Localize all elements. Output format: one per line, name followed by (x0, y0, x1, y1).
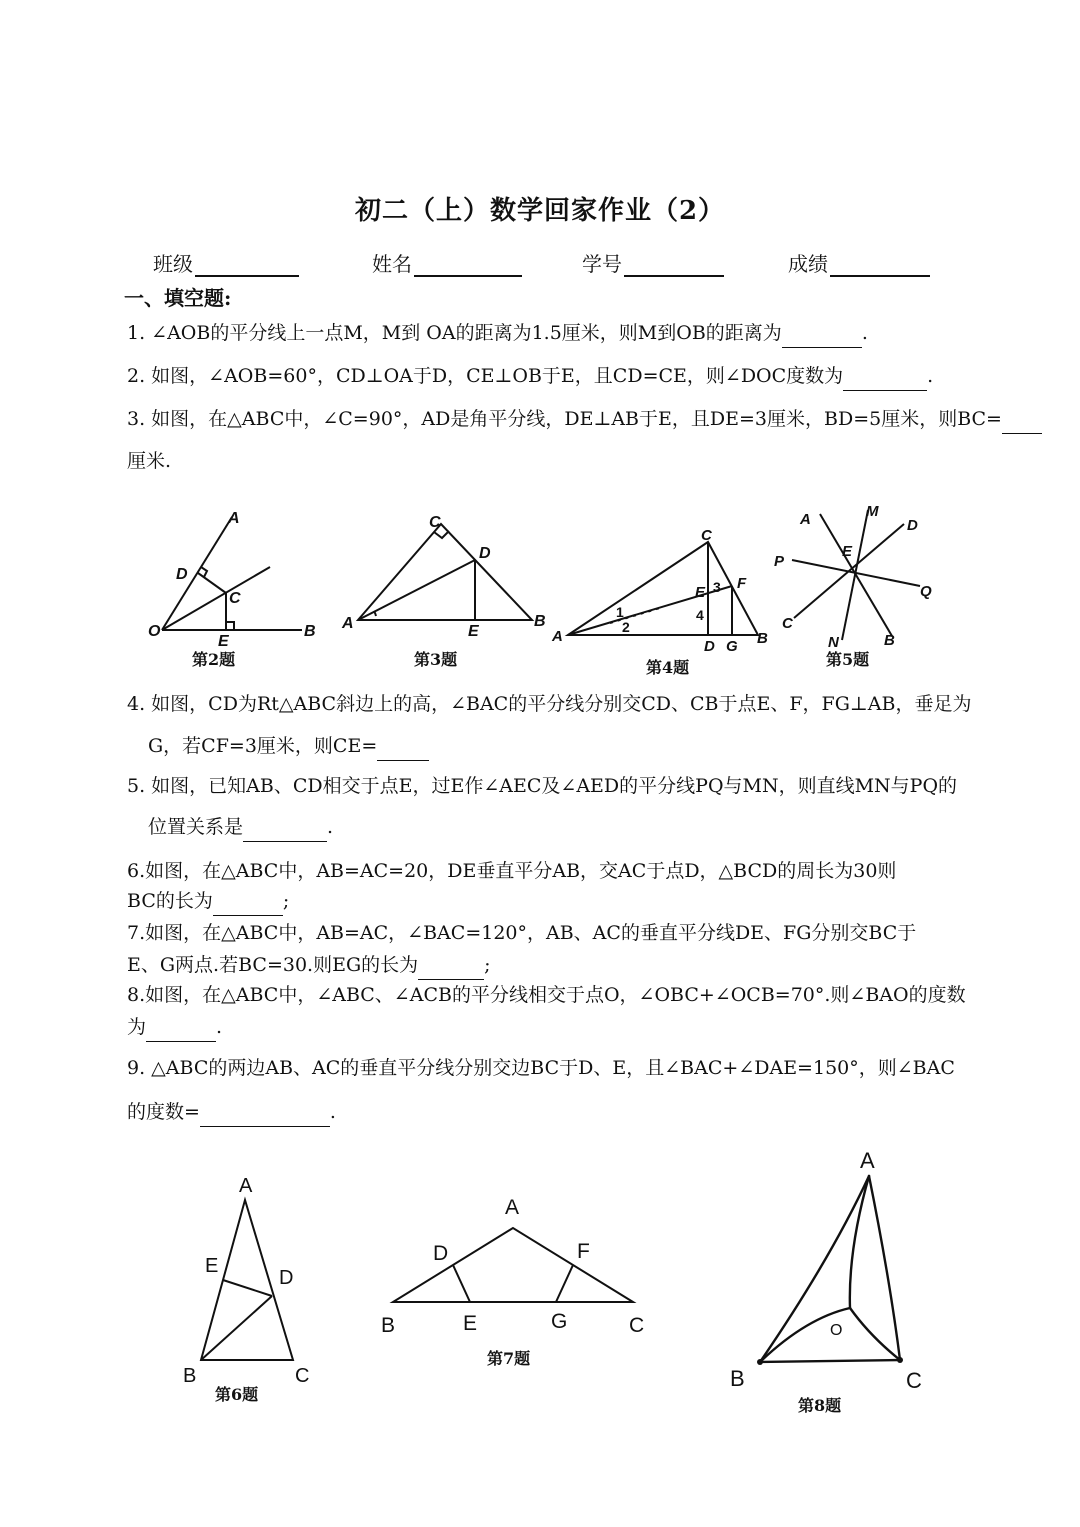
label-A: A (228, 510, 240, 527)
label-E: E (463, 1312, 478, 1335)
point-b (757, 1359, 763, 1365)
caption-figure-5: 第5题 (826, 650, 870, 669)
label-O: O (830, 1322, 843, 1339)
label-C: C (629, 1314, 645, 1337)
label-B: B (534, 613, 546, 630)
label-F: F (737, 575, 747, 592)
label-M: M (866, 503, 879, 520)
question-4-line2: G，若CF=3厘米，则CE= (148, 731, 429, 761)
question-3: 3. 如图，在△ABC中，∠C=90°，AD是角平分线，DE⊥AB于E，且DE=3厘米，BD=5厘米，则BC= (127, 404, 1042, 434)
student-info-row (0, 248, 1080, 282)
answer-blank-8 (146, 1021, 216, 1042)
label-A: A (505, 1196, 520, 1219)
question-5-line2: 位置关系是 . (148, 812, 333, 842)
question-8-line2: 为 . (127, 1012, 222, 1042)
triangle-abc (393, 1228, 633, 1302)
number-blank (624, 255, 724, 277)
label-F: F (577, 1240, 590, 1263)
caption-figure-4: 第4题 (646, 658, 690, 677)
class-blank (195, 255, 299, 277)
label-D: D (704, 638, 715, 655)
caption-figure-3: 第3题 (414, 650, 458, 669)
label-D: D (279, 1267, 294, 1289)
label-E: E (468, 623, 479, 640)
number-label: 学号 (582, 252, 622, 276)
segment-bd (201, 1296, 272, 1360)
question-6: 6.如图，在△ABC中，AB=AC=20，DE垂直平分AB，交AC于点D，△BCD的周长为30则 (127, 860, 897, 882)
name-blank (414, 255, 522, 277)
label-C: C (782, 615, 793, 632)
score-field (788, 248, 930, 277)
question-9: 9. △ABC的两边AB、AC的垂直平分线分别交边BC于D、E，且∠BAC+∠DAE=150°，则∠BAC (127, 1057, 955, 1079)
label-Q: Q (920, 583, 932, 600)
perp-bisector-de (453, 1265, 470, 1302)
number-field (582, 248, 724, 277)
answer-blank-4 (377, 740, 429, 761)
label-B: B (730, 1366, 745, 1391)
side-ac (869, 1176, 900, 1360)
label-D: D (176, 566, 188, 583)
figure-4 (550, 520, 770, 655)
figure-5 (770, 500, 950, 650)
caption-figure-7: 第7题 (487, 1349, 531, 1368)
right-angle-e (226, 622, 234, 630)
side-bc (760, 1360, 900, 1362)
label-angle-3: 3 (713, 579, 721, 595)
label-B: B (183, 1365, 197, 1387)
label-A: A (800, 511, 811, 528)
label-angle-4: 4 (696, 607, 704, 623)
class-field (153, 248, 299, 277)
label-E: E (205, 1255, 219, 1277)
triangle-abc (568, 542, 758, 635)
question-5: 5. 如图，已知AB、CD相交于点E，过E作∠AEC及∠AED的平分线PQ与MN，则直线MN与PQ的 (127, 775, 958, 797)
figure-7 (375, 1190, 660, 1350)
label-B: B (304, 623, 316, 640)
point-c (897, 1357, 903, 1363)
label-C: C (906, 1368, 922, 1393)
label-E: E (218, 633, 229, 650)
question-8: 8.如图，在△ABC中，∠ABC、∠ACB的平分线相交于点O，∠OBC+∠OCB=70°.则∠BAO的度数 (127, 984, 966, 1006)
question-9-line2: 的度数= . (127, 1097, 336, 1127)
question-1: 1. ∠AOB的平分线上一点M，M到 OA的距离为1.5厘米，则M到OB的距离为 . (127, 318, 868, 348)
figure-3 (338, 510, 553, 640)
figure-8 (720, 1140, 940, 1395)
label-N: N (828, 634, 839, 650)
label-G: G (726, 638, 738, 655)
ray-oa (162, 517, 232, 630)
label-A: A (239, 1175, 253, 1197)
label-P: P (774, 553, 785, 570)
answer-blank-6 (213, 895, 283, 916)
figure-6 (175, 1170, 325, 1395)
label-D: D (433, 1242, 449, 1265)
answer-blank-5 (243, 821, 327, 842)
page-title: 初二（上）数学回家作业（2） (354, 196, 726, 226)
question-4: 4. 如图，CD为Rt△ABC斜边上的高，∠BAC的平分线分别交CD、CB于点E、F，FG⊥AB，垂足为 (127, 693, 972, 715)
bisector-co (850, 1308, 900, 1360)
side-ab (760, 1176, 869, 1362)
label-B: B (884, 632, 895, 649)
answer-blank-3 (1002, 413, 1042, 434)
label-B: B (757, 630, 768, 647)
answer-blank-7 (418, 959, 484, 980)
label-O: O (148, 623, 161, 640)
label-D: D (907, 517, 918, 534)
label-C: C (229, 590, 241, 607)
label-A: A (860, 1148, 875, 1173)
name-label: 姓名 (372, 252, 412, 276)
question-2: 2. 如图，∠AOB=60°，CD⊥OA于D，CE⊥OB于E，且CD=CE，则∠DOC度数为 . (127, 361, 933, 391)
label-G: G (551, 1310, 568, 1333)
caption-figure-6: 第6题 (215, 1385, 259, 1404)
question-7: 7.如图，在△ABC中，AB=AC，∠BAC=120°，AB、AC的垂直平分线DE、FG分别交BC于 (127, 922, 917, 944)
label-C: C (429, 514, 441, 531)
section-title: 一、填空题: (124, 286, 232, 310)
question-6-line2: BC的长为 ; (127, 886, 289, 916)
score-blank (830, 255, 930, 277)
answer-blank-1 (782, 327, 862, 348)
caption-figure-2: 第2题 (192, 650, 236, 669)
label-angle-2: 2 (622, 619, 630, 635)
perp-bisector-fg (556, 1265, 573, 1302)
right-angle-c (434, 531, 449, 538)
question-7-line2: E、G两点.若BC=30.则EG的长为 ; (127, 950, 491, 980)
label-D: D (479, 545, 491, 562)
label-A: A (342, 615, 354, 632)
label-E: E (695, 584, 706, 601)
perp-bisector-de (223, 1280, 272, 1296)
answer-blank-9 (200, 1106, 330, 1127)
name-field (372, 248, 522, 277)
answer-blank-2 (843, 370, 927, 391)
label-angle-1: 1 (616, 604, 624, 620)
label-B: B (381, 1314, 396, 1337)
figure-2 (140, 505, 330, 650)
class-label: 班级 (153, 252, 193, 276)
caption-figure-8: 第8题 (798, 1396, 842, 1415)
label-A: A (552, 628, 563, 645)
question-3-line2: 厘米. (127, 450, 172, 472)
score-label: 成绩 (788, 252, 828, 276)
label-C: C (701, 527, 712, 544)
label-E: E (842, 543, 853, 560)
segment-dc (198, 573, 226, 593)
label-C: C (295, 1365, 310, 1387)
bisector-ad (358, 560, 475, 620)
